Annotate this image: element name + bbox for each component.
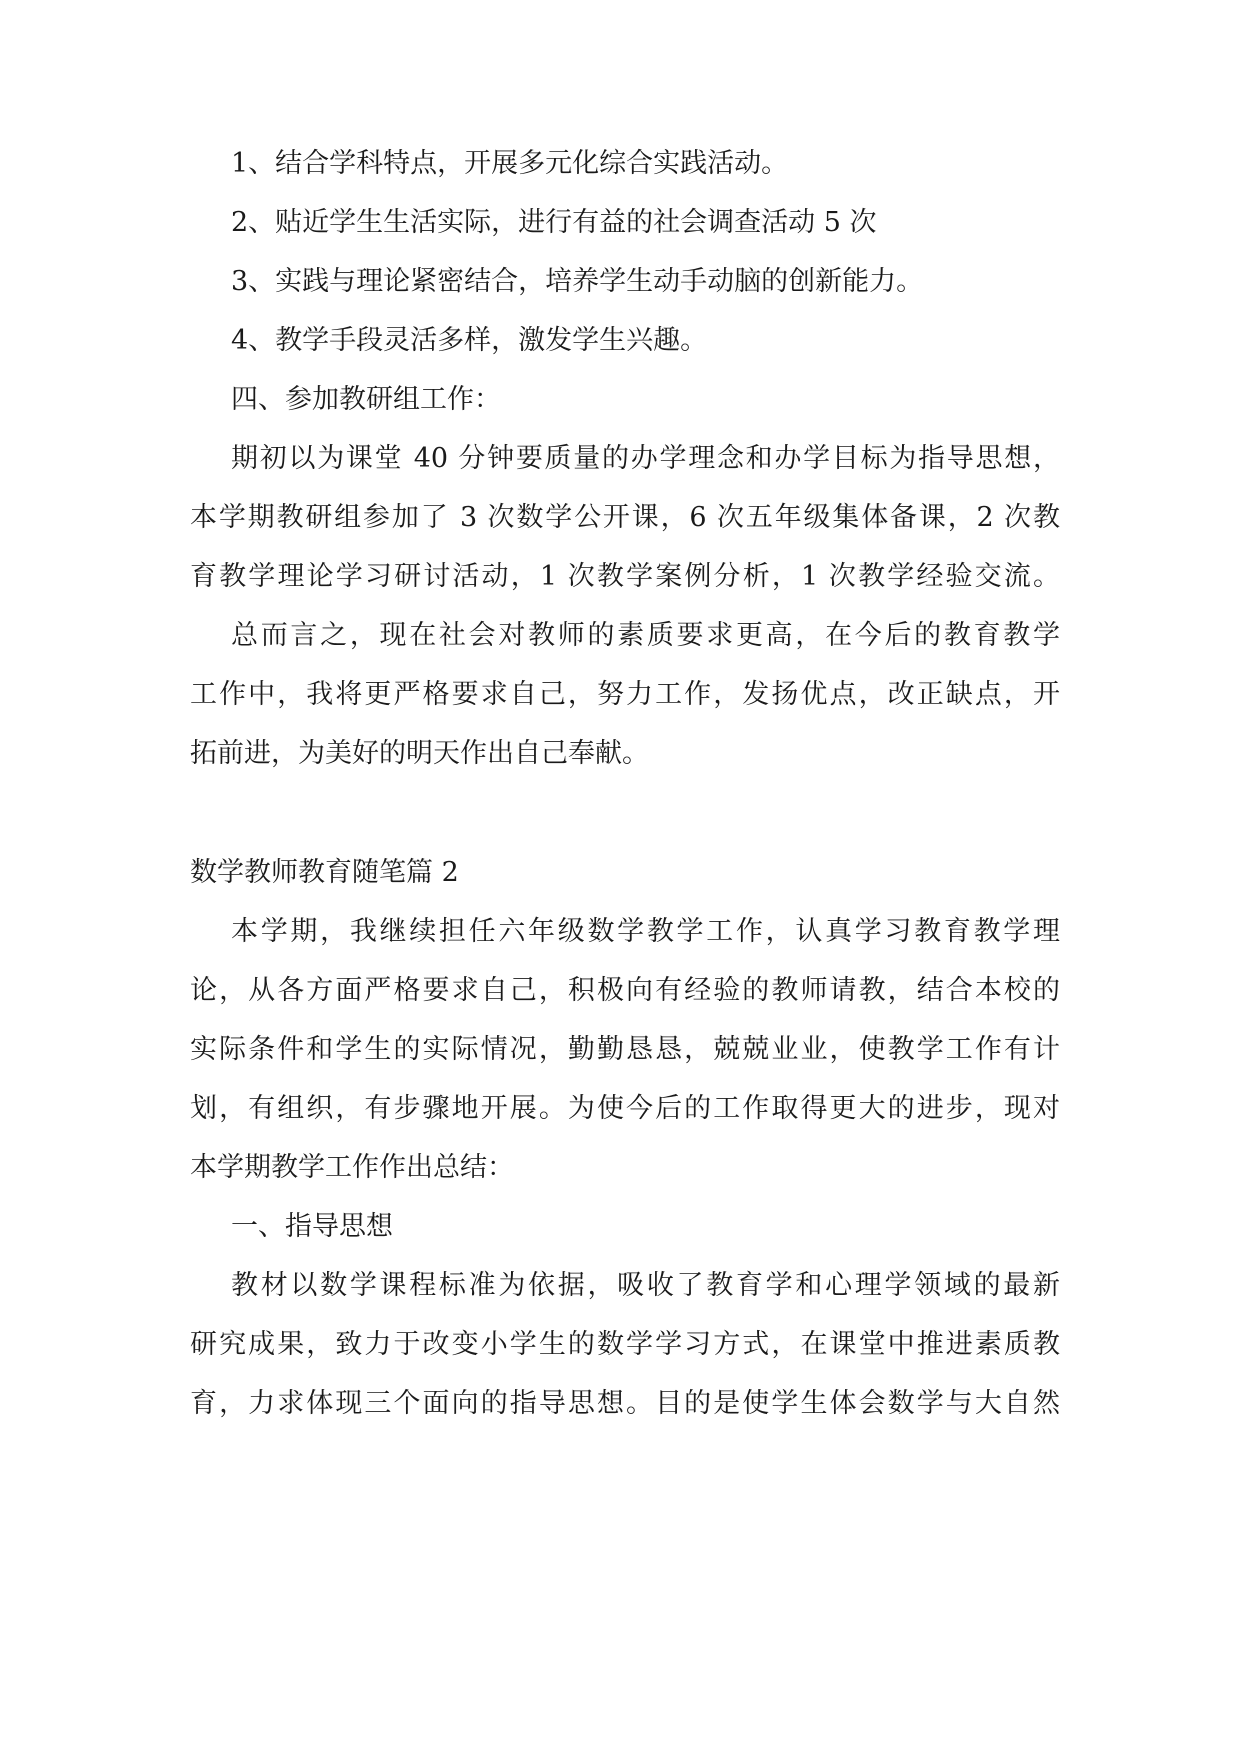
list-item-1: 1、结合学科特点，开展多元化综合实践活动。 (231, 148, 789, 179)
section-heading-one: 一、指导思想 (231, 1211, 393, 1242)
paragraph-line: 划，有组织，有步骤地开展。为使今后的工作取得更大的进步，现对 (190, 1093, 1060, 1124)
paragraph-line: 本学期，我继续担任六年级数学教学工作，认真学习教育教学理 (231, 916, 1060, 947)
paragraph-line: 育教学理论学习研讨活动，1 次教学案例分析，1 次教学经验交流。 (190, 561, 1060, 592)
article-title: 数学教师教育随笔篇 2 (190, 857, 459, 888)
paragraph-line: 研究成果，致力于改变小学生的数学学习方式，在课堂中推进素质教 (190, 1329, 1060, 1360)
paragraph-line: 总而言之，现在社会对教师的素质要求更高，在今后的教育教学 (231, 620, 1060, 651)
paragraph-line: 实际条件和学生的实际情况，勤勤恳恳，兢兢业业，使教学工作有计 (190, 1034, 1060, 1065)
paragraph-line: 论，从各方面严格要求自己，积极向有经验的教师请教，结合本校的 (190, 975, 1060, 1006)
paragraph-line: 本学期教研组参加了 3 次数学公开课，6 次五年级集体备课，2 次教 (190, 502, 1060, 533)
paragraph-line: 拓前进，为美好的明天作出自己奉献。 (190, 738, 649, 769)
section-heading-four: 四、参加教研组工作： (231, 384, 501, 415)
paragraph-line: 育，力求体现三个面向的指导思想。目的是使学生体会数学与大自然 (190, 1388, 1060, 1419)
list-item-3: 3、实践与理论紧密结合，培养学生动手动脑的创新能力。 (231, 266, 924, 297)
list-item-2: 2、贴近学生生活实际，进行有益的社会调查活动 5 次 (231, 207, 877, 238)
paragraph-line: 期初以为课堂 40 分钟要质量的办学理念和办学目标为指导思想， (231, 443, 1060, 474)
paragraph-line: 工作中，我将更严格要求自己，努力工作，发扬优点，改正缺点，开 (190, 679, 1060, 710)
list-item-4: 4、教学手段灵活多样，激发学生兴趣。 (231, 325, 708, 356)
paragraph-line: 本学期教学工作作出总结： (190, 1152, 514, 1183)
paragraph-line: 教材以数学课程标准为依据，吸收了教育学和心理学领域的最新 (231, 1270, 1060, 1301)
